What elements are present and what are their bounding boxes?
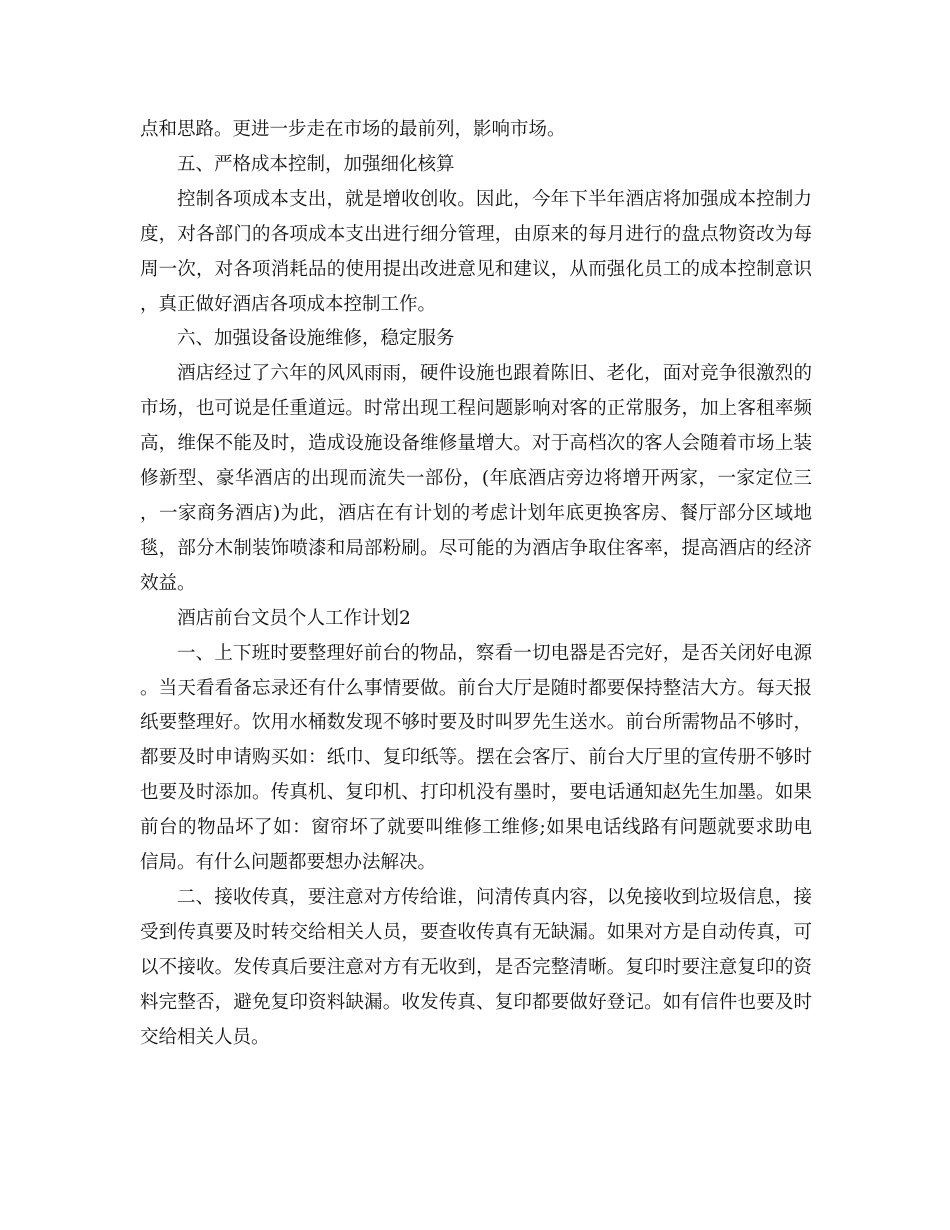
section-heading-cost-control: 五、严格成本控制，加强细化核算 xyxy=(177,153,455,175)
section-heading-equipment-maintenance: 六、加强设备设施维修，稳定服务 xyxy=(177,328,455,350)
paragraph-item-2: 二、接收传真，要注意对方传给谁，问清传真内容，以免接收到垃圾信息，接受到传真要及时转交给相关人员，要查收传真有无缺漏。如果对方是自动传真，可以不接收。发传真后要注意对方有无收到，是否完整清晰。复印时要注意复印的资料完整否，避免复印资料缺漏。收发传真、复印都要做好登记。如有信件也要及时交给相关人员。 xyxy=(140,886,812,1048)
paragraph-cost-control: 控制各项成本支出，就是增收创收。因此，今年下半年酒店将加强成本控制力度，对各部门的各项成本支出进行细分管理，由原来的每月进行的盘点物资改为每周一次，对各项消耗品的使用提出改进意见和建议，从而强化员工的成本控制意识，真正做好酒店各项成本控制工作。 xyxy=(140,188,812,315)
document-body xyxy=(140,113,812,1055)
paragraph-continuation: 点和思路。更进一步走在市场的最前列，影响市场。 xyxy=(140,119,566,140)
document-subtitle-work-plan-2: 酒店前台文员个人工作计划2 xyxy=(177,607,411,629)
paragraph-equipment-maintenance: 酒店经过了六年的风风雨雨，硬件设施也跟着陈旧、老化，面对竞争很激烈的市场，也可说是任重道远。时常出现工程问题影响对客的正常服务，加上客租率频高，维保不能及时，造成设施设备维修量增大。对于高档次的客人会随着市场上装修新型、豪华酒店的出现而流失一部份，(年底酒店旁边将增开两家，一家定位三，一家商务酒店)为此，酒店在有计划的考虑计划年底更换客房、餐厅部分区域地毯，部分木制装饰喷漆和局部粉刷。尽可能的为酒店争取住客率，提高酒店的经济效益。 xyxy=(140,363,812,594)
paragraph-item-1: 一、上下班时要整理好前台的物品，察看一切电器是否完好，是否关闭好电源。当天看看备忘录还有什么事情要做。前台大厅是随时都要保持整洁大方。每天报纸要整理好。饮用水桶数发现不够时要及时叫罗先生送水。前台所需物品不够时，都要及时申请购买如：纸巾、复印纸等。摆在会客厅、前台大厅里的宣传册不够时也要及时添加。传真机、复印机、打印机没有墨时，要电话通知赵先生加墨。如果前台的物品坏了如：窗帘坏了就要叫维修工维修;如果电话线路有问题就要求助电信局。有什么问题都要想办法解决。 xyxy=(140,642,812,874)
